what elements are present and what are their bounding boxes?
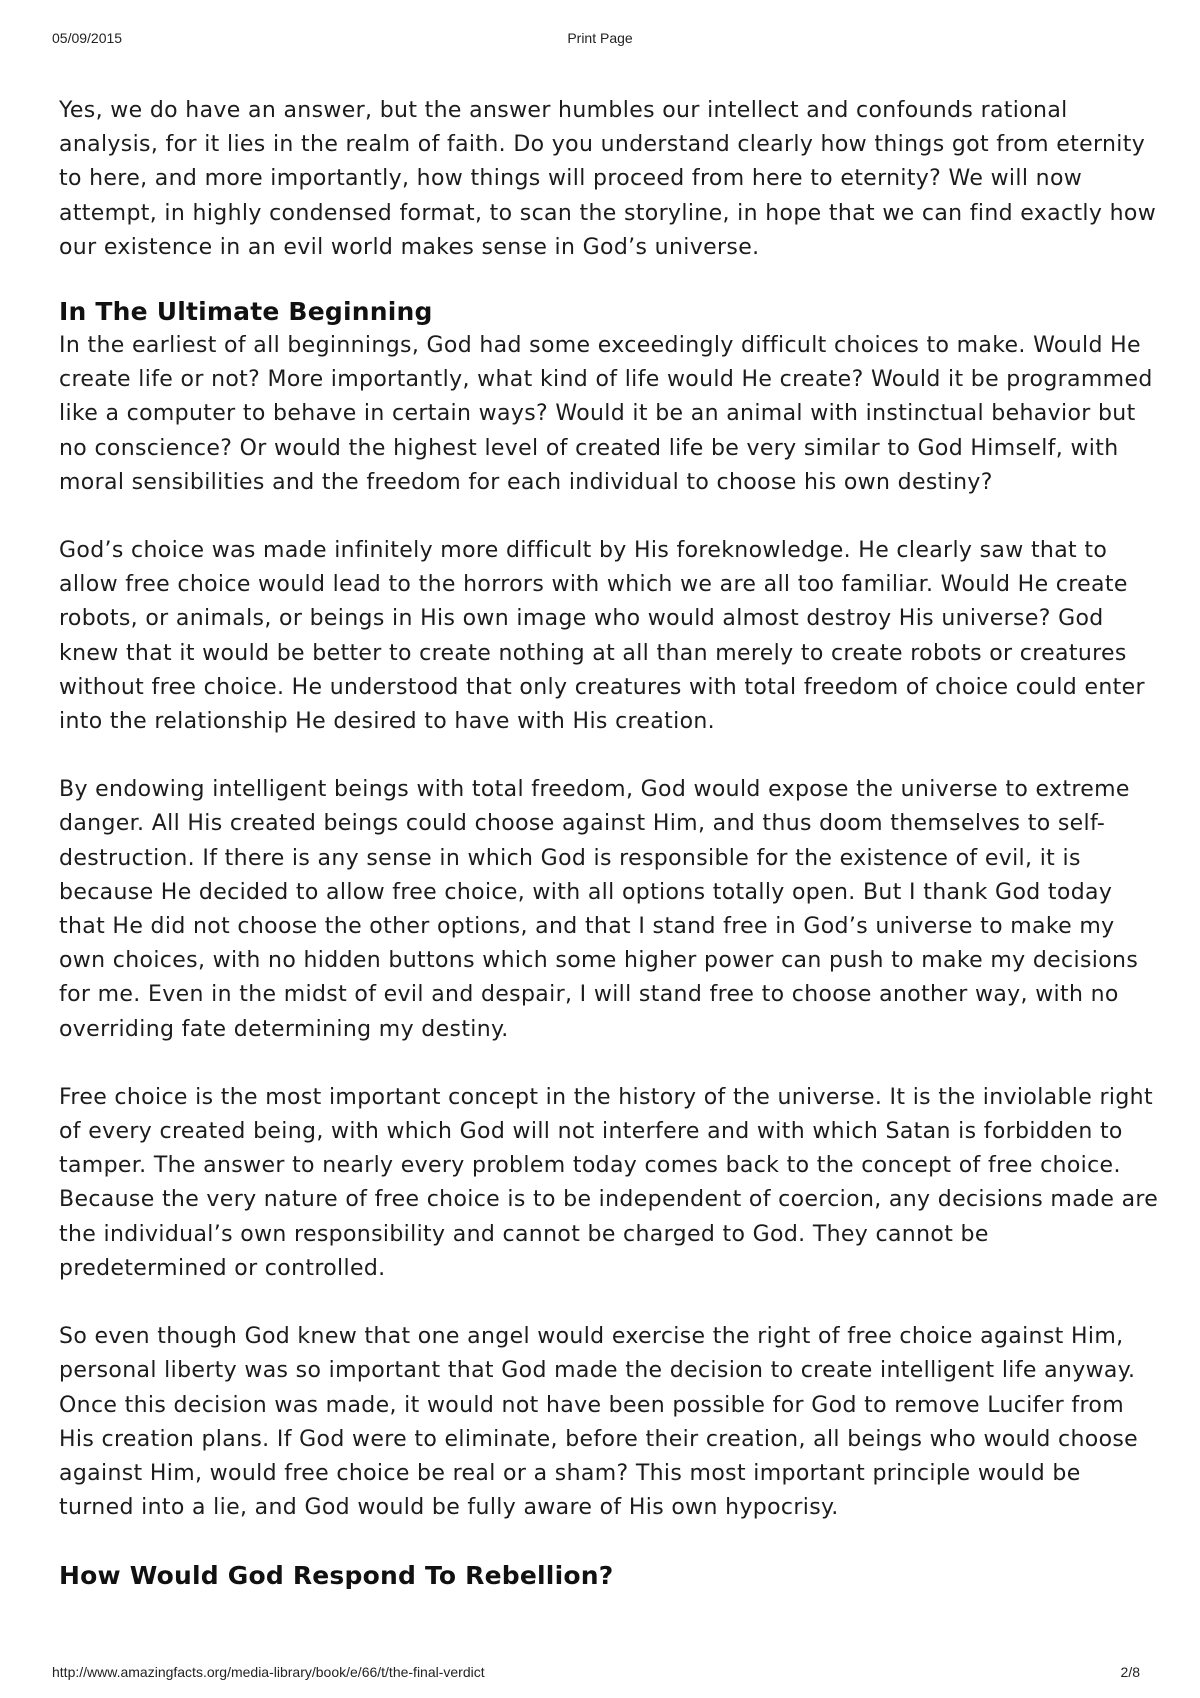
paragraph: Free choice is the most important concept in the history of the universe. It is the inviolable right of every created being, with which God will not interfere and with which Satan is forbidden to tamper. The answer to nearly every problem today comes back to the concept of free choice. Because the very nature of free choice is to be independent of coercion, any decisions made are the individual’s own responsibility and cannot be charged to God. They cannot be predetermined or controlled. bbox=[59, 1084, 1159, 1281]
paragraph: By endowing intelligent beings with total freedom, God would expose the universe to extreme danger. All His created beings could choose against Him, and thus doom themselves to self-destruction. If there is any sense in which God is responsible for the existence of evil, it is because He decided to allow free choice, with all options totally open. But I thank God today that He did not choose the other options, and that I stand free in God’s universe to make my own choices, with no hidden buttons which some higher power can push to make my decisions for me. Even in the midst of evil and despair, I will stand free to choose another way, with no overriding fate determining my destiny. bbox=[59, 777, 1139, 1042]
paragraph: God’s choice was made infinitely more difficult by His foreknowledge. He clearly saw that to allow free choice would lead to the horrors with which we are all too familiar. Would He create robots, or animals, or beings in His own image who would almost destroy His universe? God knew that it would be better to create nothing at all than merely to create robots or creatures without free choice. He understood that only creatures with total freedom of choice could enter into the relationship He desired to have with His creation. bbox=[59, 538, 1145, 735]
source-url: http://www.amazingfacts.org/media-library/book/e/66/t/the-final-verdict bbox=[52, 1664, 485, 1680]
print-footer bbox=[52, 1664, 1140, 1684]
page-number: 2/8 bbox=[1120, 1664, 1140, 1680]
intro-paragraph: Yes, we do have an answer, but the answer humbles our intellect and confounds rational analysis, for it lies in the realm of faith. Do you understand clearly how things got from eternity to here, and more importantly, how things will proceed from here to eternity? We will now attempt, in highly condensed format, to scan the storyline, in hope that we can find exactly how our existence in an evil world makes sense in God’s universe. bbox=[59, 98, 1157, 260]
paragraph: In the earliest of all beginnings, God had some exceedingly difficult choices to make. Would He create life or not? More importantly, what kind of life would He create? Would it be programmed like a computer to behave in certain ways? Would it be an animal with instinctual behavior but no conscience? Or would the highest level of created life be very similar to God Himself, with moral sensibilities and the freedom for each individual to choose his own destiny? bbox=[59, 333, 1153, 495]
print-page-title: Print Page bbox=[567, 30, 633, 46]
print-date: 05/09/2015 bbox=[52, 30, 123, 46]
print-header bbox=[52, 30, 1148, 50]
article-body bbox=[59, 94, 1159, 1593]
section-heading-ultimate-beginning: In The Ultimate Beginning bbox=[59, 297, 433, 327]
section-heading-respond-to-rebellion: How Would God Respond To Rebellion? bbox=[59, 1561, 614, 1591]
paragraph: So even though God knew that one angel would exercise the right of free choice against Him, personal liberty was so important that God made the decision to create intelligent life anyway. Once this decision was made, it would not have been possible for God to remove Lucifer from His creation plans. If God were to eliminate, before their creation, all beings who would choose against Him, would free choice be real or a sham? This most important principle would be turned into a lie, and God would be fully aware of His own hypocrisy. bbox=[59, 1324, 1139, 1521]
